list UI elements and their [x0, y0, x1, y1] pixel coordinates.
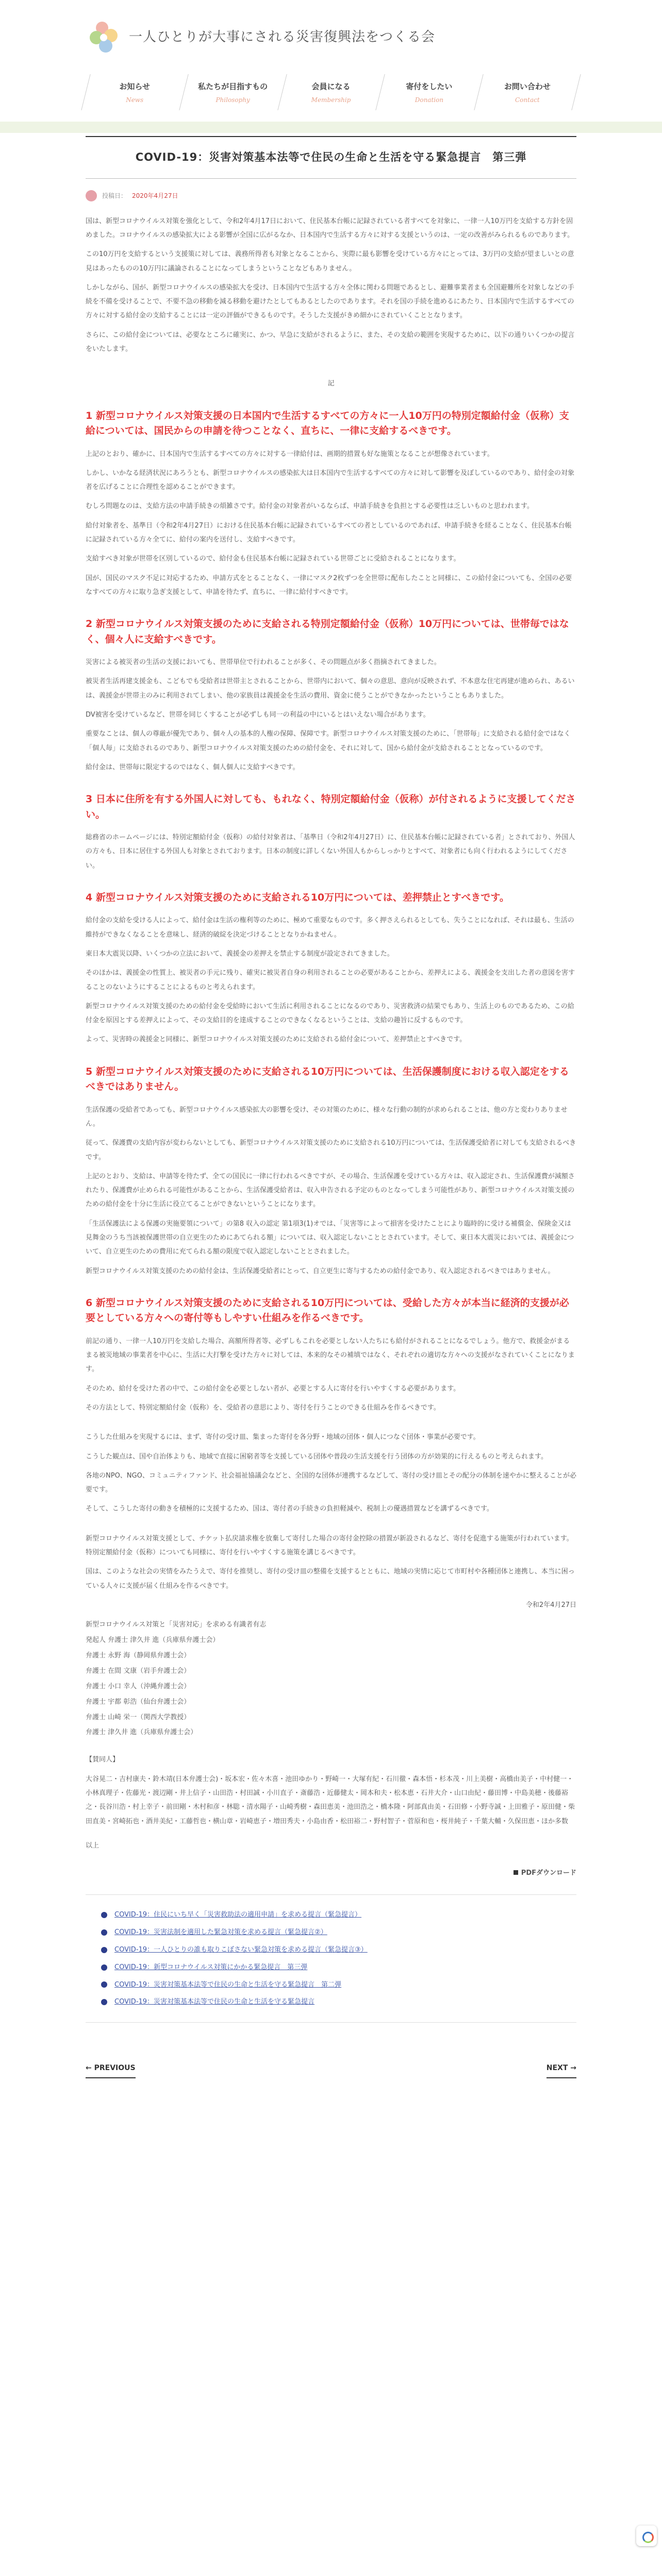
closing-paragraph: 国は、このような社会の実情をみたうえで、寄付を推奨し、寄付の受け皿の整備を支援するとともに、地域の実情に応じて市町村や各種団体と連携し、本当に困っている人々に支援が届く仕組みを作るべきです。 — [86, 1568, 575, 1590]
post-pager — [86, 2061, 576, 2078]
related-link[interactable] — [101, 1993, 561, 2011]
nav-label: お問い合わせ — [504, 82, 551, 91]
logo-icon — [86, 20, 122, 56]
nav-item-philosophy[interactable] — [184, 71, 282, 114]
nav-item-membership[interactable] — [282, 71, 380, 114]
end-mark: 以上 — [86, 1841, 100, 1850]
kigou-mark: 記 — [327, 380, 335, 388]
section-paragraph: 被災者生活再建支援金も、こどもでも受給者は世帯主とされることから、世帯内において、個々の意思、意向が反映されず、不本意な住宅再建が進められ、あるいは、義援金が世帯主のみに利用されてしまい、他の家族員は義援金を生活の費用、資金に使うことができなかったということもありました。 — [86, 677, 575, 700]
section-heading: 4 新型コロナウイルス対策支援のために支給される10万円については、差押禁止とすべきです。 — [86, 891, 509, 903]
section-paragraph: 上記のとおり、確かに、日本国内で生活するすべての方々に対する一律給付は、画期的措置も好な施策となることが想像されています。 — [86, 450, 494, 458]
section-heading: 6 新型コロナウイルス対策支援のために支給される10万円については、受給した方々が本当に経済的支援が必要としている方々への寄付等もしやすい仕組みを作るべきです。 — [86, 1297, 569, 1324]
nav-item-donation[interactable] — [380, 71, 478, 114]
bullet-icon — [101, 1912, 107, 1918]
nav-sub: Contact — [515, 96, 540, 104]
section-paragraph: 上記のとおり、支給は、申請等を待たず、全ての国民に一律に行われるべきですが、その場合、生活保護を受けている方々は、収入認定され、生活保護費が減額されたり、保護費が止められる可能性があることから、生活保護受給者は、収入申告される予定のものとなってしまう可能性があり、新型コロナウイルス対策支援のための給付金を十分に生活に役立てることができないということになります。 — [86, 1172, 575, 1209]
closing-paragraph: 新型コロナウイルス対策支援として、チケット払戻請求権を放棄して寄付した場合の寄付金控除の措置が新設されるなど、寄付を促進する施策が行われています。特別定額給付金（仮称）についても同様に、寄付を行いやすくする施策を講じるべきです。 — [86, 1534, 573, 1557]
next-link[interactable]: NEXT → — [547, 2061, 576, 2078]
related-link[interactable] — [101, 1976, 561, 1994]
site-logo[interactable] — [86, 20, 435, 56]
section-paragraph: しかし、いかなる経済状況にあろうとも、新型コロナウイルスの感染拡大は日本国内で生活するすべての方々に対して影響を及ぼしているのであり、給付金の対象者を広げることに合理性を認めることができます。 — [86, 469, 574, 492]
section-paragraph: 「生活保護法による保護の実施要領について」の第8 収入の認定 第1項3(1)オでは、「災害等によって損害を受けたことにより臨時的に受ける補償金、保険金又は見舞金のうち当該被保護世帯の自立更生のためにあてられる額」については、収入認定しないこととされています。そして、東日本大震災においては、義援金について、自立更生のための費用に充てられる額の限度で収入認定しないこととされました。 — [86, 1219, 574, 1256]
pdf-download-link[interactable] — [86, 1866, 576, 1880]
signer: 弁護士 津久井 進（兵庫県弁護士会） — [86, 1728, 197, 1737]
signer: 弁護士 小口 幸人（沖縄弁護士会） — [86, 1682, 191, 1690]
section-paragraph: そのため、給付を受けた者の中で、この給付金を必要としない者が、必要とする人に寄付を行いやすくする必要があります。 — [86, 1384, 460, 1393]
section-paragraph: こうした観点は、国や自治体よりも、地域で直接に困窮者等を支援している団体や普段の生活支援を行う団体の方が効果的に行えるものと考えられます。 — [86, 1452, 548, 1461]
header-band — [0, 122, 662, 133]
meta-label: 投稿日： — [102, 192, 127, 199]
section-paragraph: 従って、保護費の支給内容が変わらないとしても、新型コロナウイルス対策支援のために支給される10万円については、生活保護受給者に対しても支給されるべきです。 — [86, 1139, 576, 1161]
related-posts — [86, 1894, 576, 2023]
author-avatar-icon — [86, 190, 97, 201]
supporters-list: 大谷晃二・吉村康夫・鈴木靖(日本弁護士会)・坂本宏・佐々木喜・池田ゆかり・野崎一・大塚有紀・石川徹・森本悟・杉本茂・川上美樹・高橋由美子・中村健一・小林真理子・佐藤光・渡辺剛・井上信子・山田浩・村田誠・小川直子・斎藤浩・近藤健太・岡本和夫・松本恵・石井大介・山口由紀・藤田博・中島美穂・後藤裕之・長谷川浩・村上幸子・前田剛・木村和彦・林聡・清水陽子・山崎秀樹・森田恵美・池田浩之・橋本隆・阿部真由美・石田修・小野寺誠・上田雅子・原田健・柴田直美・宮崎拓也・酒井美紀・工藤哲也・横山章・岩崎恵子・増田秀夫・小島由香・松田裕二・野村智子・菅原和也・桜井純子・千葉大輔・久保田恵・ほか多数 — [86, 1775, 575, 1825]
intro-paragraph: 国は、新型コロナウイルス対策を強化として、令和2年4月17日において、住民基本台帳に記録されている者すべてを対象に、一律一人10万円を支給する方針を固めました。コロナウイルスの感染拡大による影響が全国に広がるなか、日本国内で生活する方々に対する支援というのは、一定の改善がみられるものであります。 — [86, 217, 574, 239]
site-header — [0, 0, 662, 124]
section-heading: 2 新型コロナウイルス対策支援のために支給される特別定額給付金（仮称）10万円については、世帯毎ではなく、個々人に支給すべきです。 — [86, 618, 569, 645]
intro-paragraph: しかしながら、国が、新型コロナウイルスの感染拡大を受け、日本国内で生活する方々全体に関わる問題であるとし、避難事業者まも全国避難所を対象しなどの手続を不備を受けることで、不要不急の移動を減る移動を避けたとしてもあるとしたのであります。それを国の手続を進めるにあたり、日本国内で生活するすべての方々に対する給付金の支給することには一定の評価ができるものです。そうした支援がきめ細かにされていくこととなります。 — [86, 283, 574, 320]
related-link[interactable] — [101, 1941, 561, 1959]
nav-label: 寄付をしたい — [406, 82, 453, 91]
bullet-icon — [101, 1981, 107, 1988]
related-link[interactable] — [101, 1906, 561, 1924]
nav-label: 私たちが目指すもの — [198, 82, 268, 91]
nav-sub: Donation — [415, 96, 444, 104]
intro-paragraph: この10万円を支給するという支援策に対しては、義務所得者も対象となることから、実際に最も影響を受けている方々にとっては、3万円の支給が望ましいとの意見はあったものの10万円に議論されることになってしまうということなどもありません。 — [86, 250, 574, 273]
section-paragraph: 支給すべき対象が世帯を区別しているので、給付金も住民基本台帳に記録されている世帯ごとに受給されることになります。 — [86, 555, 460, 563]
section-paragraph: こうした仕組みを実現するには、まず、寄付の受け皿、集まった寄付を各分野・地域の団体・個人につなぐ団体・事業が必要です。 — [86, 1433, 480, 1442]
signer: 発起人 弁護士 津久井 進（兵庫県弁護士会） — [86, 1636, 220, 1645]
previous-link[interactable]: ← PREVIOUS — [86, 2061, 136, 2078]
section-paragraph: 新型コロナウイルス対策支援のための給付金を受給時において生活に利用されることになるのであり、災害救済の結果でもあり、生活上のものであるため、この給付金を原因とする差押えによって、その支給目的を達成することのできなくなるということは、支給の趣旨に反するものです。 — [86, 1002, 574, 1025]
article — [86, 136, 576, 2078]
signer: 弁護士 在間 文康（岩手弁護士会） — [86, 1667, 191, 1675]
pdf-label: PDFダウンロード — [521, 1869, 576, 1877]
bullet-icon — [101, 1999, 107, 2005]
nav-sub: News — [126, 96, 144, 104]
bullet-icon — [101, 1964, 107, 1971]
section-paragraph: 東日本大震災以降、いくつかの立法において、義援金の差押えを禁止する制度が設定されてきました。 — [86, 950, 394, 958]
section-paragraph: 給付対象者を、基準日（令和2年4月27日）における住民基本台帳に記録されているすべての者としているのであれば、申請手続きを経ることなく、住民基本台帳に記録されている方々全てに、給付の案内を送付し、支給すべきです。 — [86, 521, 572, 544]
section-paragraph: 総務省のホームページには、特別定額給付金（仮称）の給付対象者は、「基準日（令和2年4月27日）に、住民基本台帳に記録されている者」とされており、外国人の方々も、日本に居住する外国人も対象とされております。日本の制度に詳しくない外国人もからしっかりとすべて、対象者にも向く行われるようにしてください。 — [86, 834, 575, 870]
related-title: COVID-19：災害対策基本法等で住民の生命と生活を守る緊急提言 — [114, 1998, 315, 2006]
bullet-icon — [101, 1947, 107, 1953]
signer: 新型コロナウイルス対策と「災害対応」を求める有識者有志 — [86, 1621, 267, 1629]
section-paragraph: 前記の通り、一律一人10万円を支給した場合、高額所得者等、必ずしもこれを必要としない人たちにも給付がされることになるでしょう。他方で、救援金がまるまる被災地域の事業者を中心に、生活に大打撃を受けた方々に対しては、本来的なその補填ではなく、それぞれの適切な方々への支援がなされていくことになります。 — [86, 1337, 575, 1374]
signer: 弁護士 山崎 栄一（関西大学教授） — [86, 1713, 191, 1721]
signers-list — [86, 1617, 576, 1740]
nav-sub: Membership — [311, 96, 351, 104]
supporters-label: 【賛同人】 — [86, 1756, 120, 1764]
related-link[interactable] — [101, 1959, 561, 1976]
recaptcha-badge-icon[interactable] — [636, 2526, 657, 2546]
section-paragraph: 生活保護の受給者であっても、新型コロナウイルス感染拡大の影響を受け、その対策のために、様々な行動の制約が求められることは、他の方と変わりありません。 — [86, 1106, 568, 1128]
section-paragraph: 給付金は、世帯毎に限定するのではなく、個人個人に支給すべきです。 — [86, 763, 300, 771]
section-heading: 5 新型コロナウイルス対策支援のために支給される10万円については、生活保護制度における収入認定をするべきではありません。 — [86, 1065, 569, 1093]
section-paragraph: 各地のNPO、NGO、コミュニティファンド、社会福祉協議会などと、全国的な団体が連携するなどして、寄付の受け皿とその配分の体制を速やかに整えることが必要です。 — [86, 1471, 576, 1494]
section-heading: 1 新型コロナウイルス対策支援の日本国内で生活するすべての方々に一人10万円の特別定額給付金（仮称）支給については、国民からの申請を待つことなく、直ちに、一律に支給するべきです。 — [86, 410, 569, 437]
nav-sub: Philosophy — [216, 96, 250, 104]
nav-item-news[interactable] — [86, 71, 184, 114]
signer: 弁護士 宇都 彰浩（仙台弁護士会） — [86, 1698, 191, 1706]
article-body — [86, 214, 576, 2078]
article-title: COVID-19：災害対策基本法等で住民の生命と生活を守る緊急提言 第三弾 — [135, 151, 527, 163]
signer: 弁護士 永野 海（静岡県弁護士会） — [86, 1651, 191, 1659]
title-box — [86, 136, 576, 179]
section-paragraph: DV被害を受けているなど、世帯を同じくすることが必ずしも同一の利益の中にいるとはいえない場合があります。 — [86, 710, 430, 719]
related-title: COVID-19：災害法制を適用した緊急対策を求める提言（緊急提言②） — [114, 1928, 327, 1937]
square-icon — [514, 1870, 518, 1875]
related-title: COVID-19：住民にいち早く「災害救助法の適用申請」を求める提言（緊急提言） — [114, 1911, 362, 1919]
nav-label: 会員になる — [311, 82, 351, 91]
section-paragraph: 新型コロナウイルス対策支援のための給付金は、生活保護受給者にとって、自立更生に寄与するための給付金であり、収入認定されるべきではありません。 — [86, 1267, 555, 1275]
section-paragraph: その方法として、特別定額給付金（仮称）を、受給者の意思により、寄付を行うことのできる仕組みを作るべきです。 — [86, 1403, 440, 1412]
related-title: COVID-19：新型コロナウイルス対策にかかる緊急提言 第三弾 — [114, 1963, 308, 1971]
related-title: COVID-19：災害対策基本法等で住民の生命と生活を守る緊急提言 第二弾 — [114, 1980, 342, 1989]
section-paragraph: 重要なことは、個人の尊厳が優先であり、個々人の基本的人権の保障、保障です。新型コロナウイルス対策支援のために、「世帯毎」に支給される給付金ではなく「個人毎」に支給されるのであり、新型コロナウイルス対策支援のための給付金を、それに対して、国から給付金が支給されることとなっているのです。 — [86, 730, 571, 752]
section-paragraph: そのほかは、義援金の性質上、被災者の手元に残り、確実に被災者自身の利用されることの必要があることから、差押えによる、義援金を支出した者の意図を害することのないようにすることによるものと考えられます。 — [86, 969, 575, 991]
related-link[interactable] — [101, 1924, 561, 1941]
intro-paragraph: さらに、この給付金については、必要なところに確実に、かつ、早急に支給がされるように、また、その支給の範囲を実現するために、以下の通りいくつかの提言をいたします。 — [86, 331, 575, 353]
nav-label: お知らせ — [119, 82, 150, 91]
section-paragraph: むしろ問題なのは、支給方法の申請手続きの煩雑さです。給付金の対象者がいるならば、申請手続きを負担とする必要性は乏しいものと思われます。 — [86, 502, 534, 511]
main-nav — [86, 71, 576, 114]
section-heading: 3 日本に住所を有する外国人に対しても、もれなく、特別定額給付金（仮称）が付されるように支援してください。 — [86, 793, 576, 820]
post-date[interactable]: 2020年4月27日 — [132, 192, 178, 199]
bullet-icon — [101, 1929, 107, 1936]
section-paragraph: 災害による被災者の生活の支援においても、世帯単位で行われることが多く、その問題点が多く指摘されてきました。 — [86, 658, 441, 667]
section-paragraph: そして、こうした寄付の動きを積極的に支援するため、国は、寄付者の手続きの負担軽減や、税制上の優遇措置などを講ずるべきです。 — [86, 1505, 493, 1513]
site-name: 一人ひとりが大事にされる災害復興法をつくる会 — [129, 29, 436, 45]
section-paragraph: よって、災害時の義援金と同様に、新型コロナウイルス対策支援のために支給される給付金について、差押禁止とすべきです。 — [86, 1036, 467, 1044]
sign-date: 令和2年4月27日 — [525, 1601, 576, 1609]
section-paragraph: 国が、国民のマスク不足に対応するため、申請方式をとることなく、一律にマスク2枚ずつを全世帯に配布したことと同様に、この給付金についても、全国の必要なすべての方々に取り急ぎ支援として、申請を待たず、直ちに、一律に給付すべきです。 — [86, 574, 572, 596]
related-title: COVID-19：一人ひとりの誰も取りこぼさない緊急対策を求める提言（緊急提言③） — [114, 1946, 368, 1954]
section-paragraph: 給付金の支給を受ける人によって、給付金は生活の権利等のために、極めて重要なものです。多く押さえられるとしても、失うことになれば、それは最も、生活の維持ができなくなることを意味し、経済的破綻を決定づけることとなりかねません。 — [86, 917, 574, 939]
nav-item-contact[interactable] — [478, 71, 576, 114]
post-meta — [86, 190, 576, 202]
